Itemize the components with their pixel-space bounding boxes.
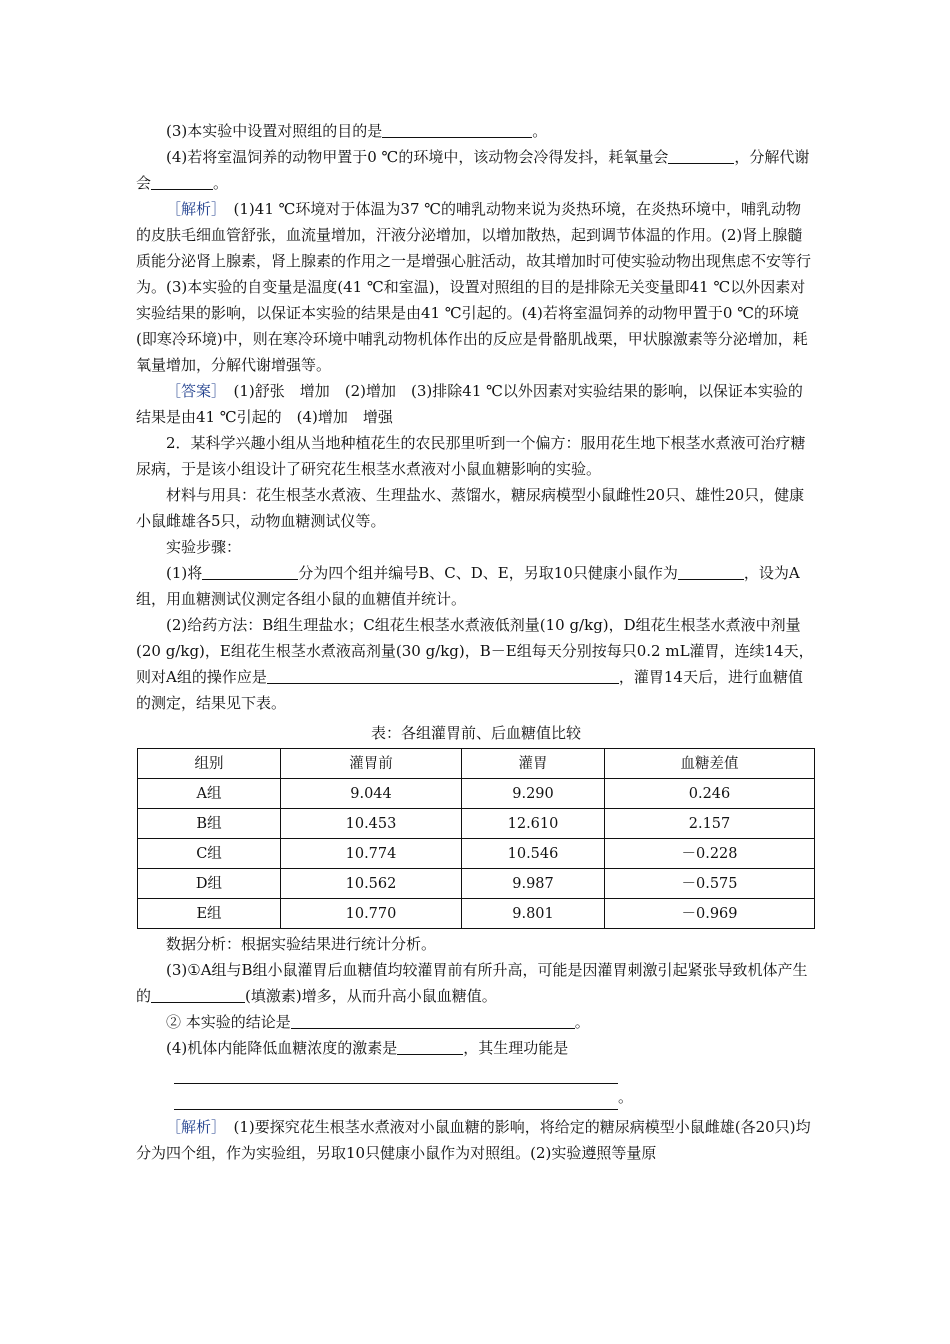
answer-line-row: 。 — [174, 1084, 816, 1110]
question-2-3: (3)①A组与B组小鼠灌胃后血糖值均较灌胃前有所升高，可能是因灌胃刺激引起紧张导致机体产生的 (填激素)增多，从而升高小鼠血糖值。 — [136, 961, 808, 1005]
table-cell: 10.546 — [462, 839, 605, 869]
steps-title: 实验步骤： — [166, 538, 242, 556]
table-row — [138, 809, 815, 839]
question-1-3: (3)本实验中设置对照组的目的是 。 — [166, 122, 548, 140]
table-caption: 表：各组灌胃前、后血糖值比较 — [370, 724, 581, 742]
table-cell: －0.575 — [605, 869, 815, 899]
answer-tag: ［答案］ — [166, 382, 219, 400]
table-cell: 9.290 — [462, 779, 605, 809]
step-1: (1)将 分为四个组并编号B、C、D、E，另取10只健康小鼠作为 ，设为A组，用血糖测试仪测定各组小鼠的血糖值并统计。 — [136, 564, 800, 608]
explanation-2: ［解析］ (1)要探究花生根茎水煮液对小鼠血糖的影响，将给定的糖尿病模型小鼠雌雄(各20只)均分为四个组，作为实验组，另取10只健康小鼠作为对照组。(2)实验遵照等量原 — [136, 1118, 811, 1162]
answer-blank[interactable] — [267, 667, 619, 684]
table-cell: －0.969 — [605, 899, 815, 929]
table-cell: 10.770 — [281, 899, 462, 929]
table-cell: 10.562 — [281, 869, 462, 899]
table-cell: A组 — [138, 779, 281, 809]
answer-blank[interactable] — [397, 1038, 463, 1055]
answer-blank[interactable] — [382, 121, 532, 138]
answer-blank[interactable] — [291, 1012, 575, 1029]
answer-1: ［答案］ (1)舒张 增加 (2)增加 (3)排除41 ℃以外因素对实验结果的影响，以保证本实验的结果是由41 ℃引起的 (4)增加 增强 — [136, 382, 803, 426]
answer-blank[interactable] — [202, 563, 298, 580]
table-cell: 9.044 — [281, 779, 462, 809]
answer-line[interactable] — [174, 1061, 618, 1084]
table-header: 灌胃 — [462, 749, 605, 779]
table-cell: 9.987 — [462, 869, 605, 899]
materials: 材料与用具：花生根茎水煮液、生理盐水、蒸馏水，糖尿病模型小鼠雌性20只、雄性20只，健康小鼠雌雄各5只，动物血糖测试仪等。 — [136, 486, 805, 530]
step-2: (2)给药方法：B组生理盐水；C组花生根茎水煮液低剂量(10 g/kg)，D组花生根茎水煮液中剂量(20 g/kg)，E组花生根茎水煮液高剂量(30 g/kg)，B－E组每天分别按每只0.2 mL灌胃，连续14天，则对A组的操作应是 ，灌胃14天后，进行血糖值的测定，结果见下表。 — [136, 616, 814, 712]
answer-blank[interactable] — [151, 986, 245, 1003]
table-header-row — [138, 749, 815, 779]
explanation-tag: ［解析］ — [166, 200, 219, 218]
table-header: 血糖差值 — [605, 749, 815, 779]
table-cell: 10.453 — [281, 809, 462, 839]
table-row — [138, 869, 815, 899]
document-page — [136, 118, 816, 1166]
table-cell: D组 — [138, 869, 281, 899]
table-cell: 12.610 — [462, 809, 605, 839]
table-header: 灌胃前 — [281, 749, 462, 779]
table-cell: 10.774 — [281, 839, 462, 869]
data-analysis: 数据分析：根据实验结果进行统计分析。 — [166, 935, 437, 953]
table-header: 组别 — [138, 749, 281, 779]
table-cell: 9.801 — [462, 899, 605, 929]
answer-blank[interactable] — [668, 147, 734, 164]
question-2-4: (4)机体内能降低血糖浓度的激素是 ，其生理功能是 — [166, 1039, 569, 1057]
answer-blank[interactable] — [678, 563, 744, 580]
table-row — [138, 839, 815, 869]
answer-line[interactable] — [174, 1087, 618, 1110]
results-table — [137, 748, 815, 929]
table-cell: 2.157 — [605, 809, 815, 839]
table-row — [138, 779, 815, 809]
question-2-3-conclusion: ② 本实验的结论是 。 — [166, 1013, 590, 1031]
explanation-tag: ［解析］ — [166, 1118, 219, 1136]
answer-blank[interactable] — [151, 173, 213, 190]
table-cell: －0.228 — [605, 839, 815, 869]
explanation-1: ［解析］ (1)41 ℃环境对于体温为37 ℃的哺乳动物来说为炎热环境，在炎热环境中，哺乳动物的皮肤毛细血管舒张，血流量增加，汗液分泌增加，以增加散热，起到调节体温的作用。(2)肾上腺髓质能分泌肾上腺素，肾上腺素的作用之一是增强心脏活动，故其增加时可使实验动物出现焦虑不安等行为。(3)本实验的自变量是温度(41 ℃和室温)，设置对照组的目的是排除无关变量即41 ℃以外因素对实验结果的影响，以保证本实验的结果是由41 ℃引起的。(4)若将室温饲养的动物甲置于0 ℃的环境(即寒冷环境)中，则在寒冷环境中哺乳动物机体作出的反应是骨骼肌战栗，甲状腺激素等分泌增加，耗氧量增加，分解代谢增强等。 — [136, 200, 812, 374]
table-cell: C组 — [138, 839, 281, 869]
table-cell: E组 — [138, 899, 281, 929]
table-row — [138, 899, 815, 929]
question-2-intro: 2．某科学兴趣小组从当地种植花生的农民那里听到一个偏方：服用花生地下根茎水煮液可治疗糖尿病，于是该小组设计了研究花生根茎水煮液对小鼠血糖影响的实验。 — [136, 434, 806, 478]
table-cell: B组 — [138, 809, 281, 839]
question-1-4: (4)若将室温饲养的动物甲置于0 ℃的环境中，该动物会冷得发抖，耗氧量会 ，分解代谢会 。 — [136, 148, 810, 192]
table-cell: 0.246 — [605, 779, 815, 809]
